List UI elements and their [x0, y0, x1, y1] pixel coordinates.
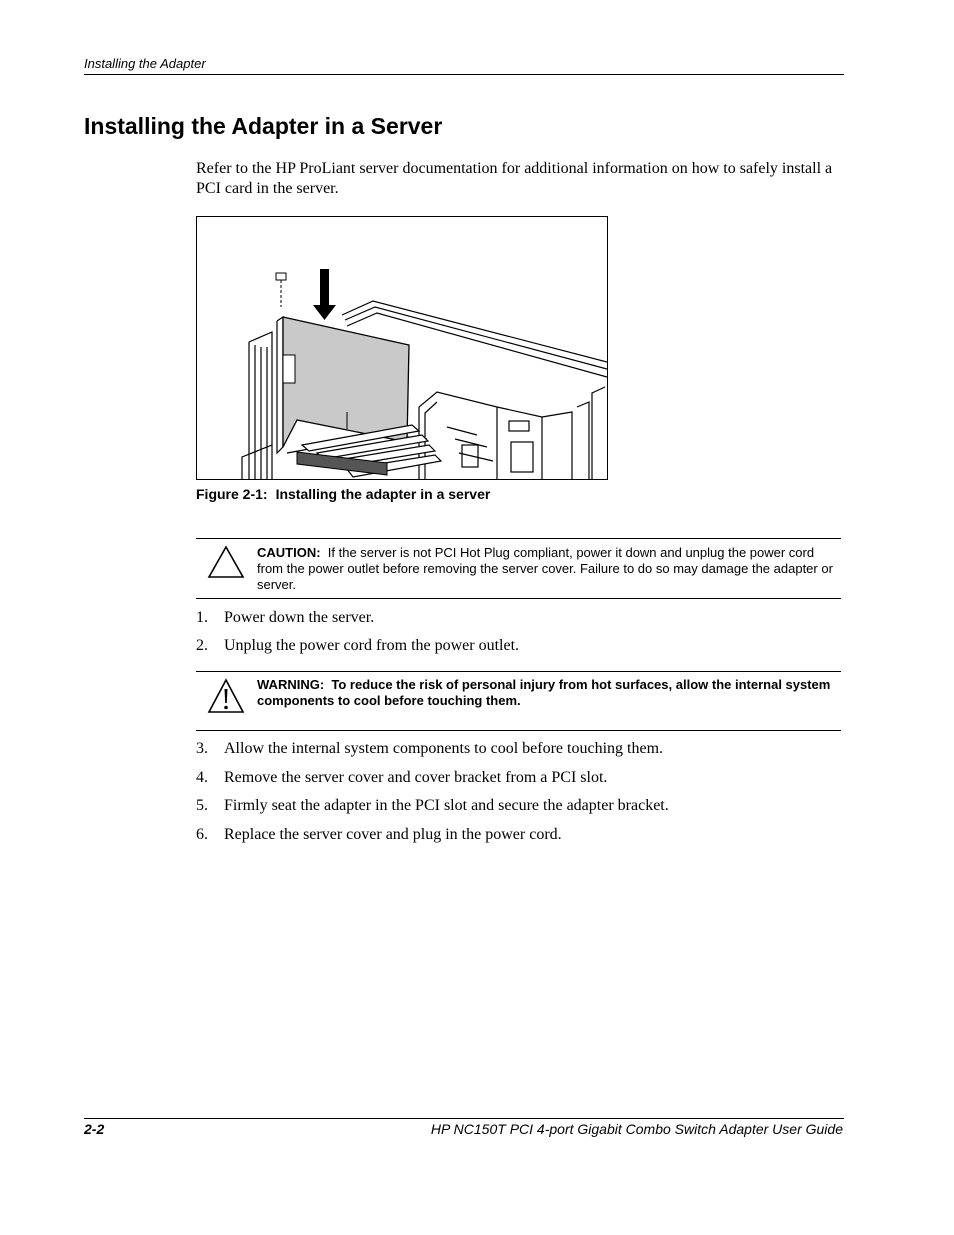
list-item: 6. Replace the server cover and plug in the power cord.: [196, 825, 562, 843]
list-item: 3. Allow the internal system components to cool before touching them.: [196, 740, 664, 757]
list-item: 1. Power down the server.: [196, 609, 375, 626]
footer-rule: [84, 1118, 844, 1119]
steps-list-part2: [196, 739, 669, 853]
caution-triangle-icon: [206, 545, 246, 579]
figure-caption-text: Installing the adapter in a server: [275, 486, 491, 502]
list-item: 4. Remove the server cover and cover bracket from a PCI slot.: [196, 768, 608, 786]
intro-paragraph: Refer to the HP ProLiant server documentation for additional information on how to safely install a PCI card in the server.: [196, 160, 833, 197]
warning-body: To reduce the risk of personal injury from hot surfaces, allow the internal system components to cool before touching them.: [257, 677, 831, 708]
caution-label: CAUTION:: [257, 545, 321, 560]
figure-label: Figure 2-1:: [196, 486, 268, 502]
caution-body: If the server is not PCI Hot Plug compliant, power it down and unplug the power cord from the power outlet before removing the server cover. Failure to do so may damage the adapter or server.: [257, 545, 833, 592]
footer-page-number: 2-2: [84, 1121, 105, 1137]
warning-text: [257, 677, 835, 709]
page-title: Installing the Adapter in a Server: [84, 113, 443, 139]
caution-text: [257, 545, 835, 593]
warning-label: WARNING:: [257, 677, 325, 692]
footer-doc-title: HP NC150T PCI 4-port Gigabit Combo Switch Adapter User Guide: [430, 1121, 843, 1137]
list-item: 2. Unplug the power cord from the power outlet.: [196, 637, 520, 654]
figure-illustration: [196, 216, 608, 480]
pci-adapter-install-illustration: [197, 217, 607, 479]
header-rule: [84, 74, 844, 75]
warning-notice: [196, 671, 841, 731]
steps-list-part1: [196, 608, 519, 664]
list-item: 5. Firmly seat the adapter in the PCI slot and secure the adapter bracket.: [196, 797, 669, 814]
caution-notice: [196, 538, 841, 599]
figure-caption: [196, 486, 490, 502]
warning-exclamation-icon: [206, 678, 246, 714]
running-header: Installing the Adapter: [84, 56, 206, 71]
